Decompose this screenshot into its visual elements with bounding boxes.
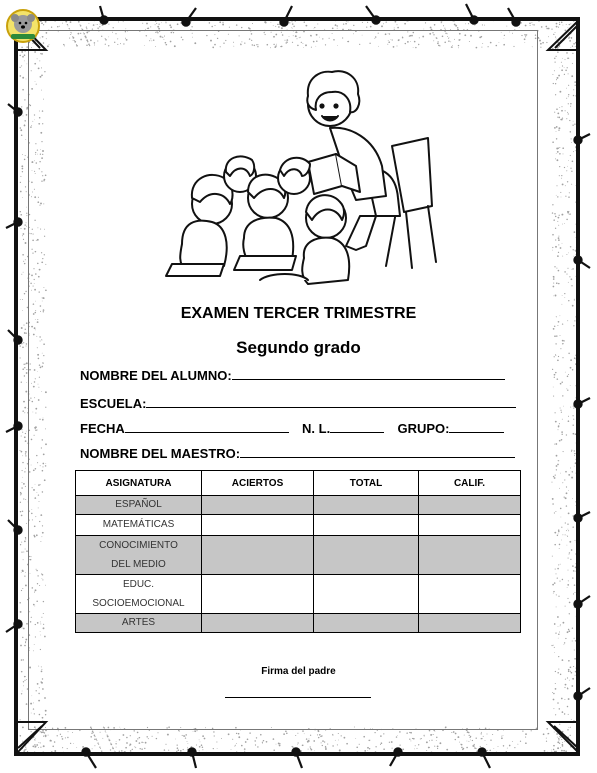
date-label: FECHA — [80, 421, 125, 436]
student-name-field[interactable] — [80, 368, 505, 383]
total-cell[interactable] — [314, 614, 419, 633]
aciertos-cell[interactable] — [202, 614, 314, 633]
student-name-blank[interactable] — [232, 369, 505, 380]
total-cell[interactable] — [314, 515, 419, 536]
school-label: ESCUELA: — [80, 396, 147, 411]
subject-text: CONOCIMIENTO DEL MEDIO — [99, 540, 178, 570]
subject-cell — [76, 575, 202, 614]
koala-logo-icon — [5, 8, 41, 44]
subject-cell: ESPAÑOL — [76, 496, 202, 515]
subject-cell — [76, 536, 202, 575]
calif-cell[interactable] — [419, 614, 521, 633]
grades-table-header — [76, 471, 521, 496]
table-row — [76, 614, 521, 633]
calif-cell[interactable] — [419, 536, 521, 575]
table-row — [76, 515, 521, 536]
group-label: GRUPO: — [397, 421, 450, 436]
aciertos-cell[interactable] — [202, 515, 314, 536]
total-cell[interactable] — [314, 575, 419, 614]
aciertos-cell[interactable] — [202, 496, 314, 515]
parent-signature-label: Firma del padre — [261, 666, 336, 677]
total-cell[interactable] — [314, 496, 419, 515]
header-calif: CALIF. — [419, 471, 521, 496]
subject-text: EDUC. SOCIOEMOCIONAL — [92, 579, 185, 609]
grades-table — [75, 470, 521, 633]
date-blank[interactable] — [125, 422, 289, 433]
calif-cell[interactable] — [419, 496, 521, 515]
list-number-label: N. L. — [302, 421, 331, 436]
subject-cell: MATEMÁTICAS — [76, 515, 202, 536]
list-number-blank[interactable] — [330, 422, 384, 433]
teacher-name-blank[interactable] — [240, 447, 515, 458]
table-row — [76, 496, 521, 515]
calif-cell[interactable] — [419, 575, 521, 614]
header-asignatura: ASIGNATURA — [76, 471, 202, 496]
teacher-reading-illustration — [160, 66, 440, 290]
student-name-label: NOMBRE DEL ALUMNO: — [80, 368, 232, 383]
subject-cell: ARTES — [76, 614, 202, 633]
table-row — [76, 575, 521, 614]
group-blank[interactable] — [449, 422, 504, 433]
header-total: TOTAL — [314, 471, 419, 496]
teacher-name-field[interactable] — [80, 446, 515, 461]
header-aciertos: ACIERTOS — [202, 471, 314, 496]
school-blank[interactable] — [146, 397, 516, 408]
exam-title: EXAMEN TERCER TRIMESTRE — [180, 305, 417, 322]
teacher-name-label: NOMBRE DEL MAESTRO: — [80, 446, 241, 461]
date-group-row — [80, 421, 504, 436]
table-row — [76, 536, 521, 575]
total-cell[interactable] — [314, 536, 419, 575]
aciertos-cell[interactable] — [202, 536, 314, 575]
parent-signature-line[interactable] — [225, 697, 371, 698]
exam-subtitle: Segundo grado — [236, 338, 361, 357]
school-field[interactable] — [80, 396, 516, 411]
calif-cell[interactable] — [419, 515, 521, 536]
aciertos-cell[interactable] — [202, 575, 314, 614]
